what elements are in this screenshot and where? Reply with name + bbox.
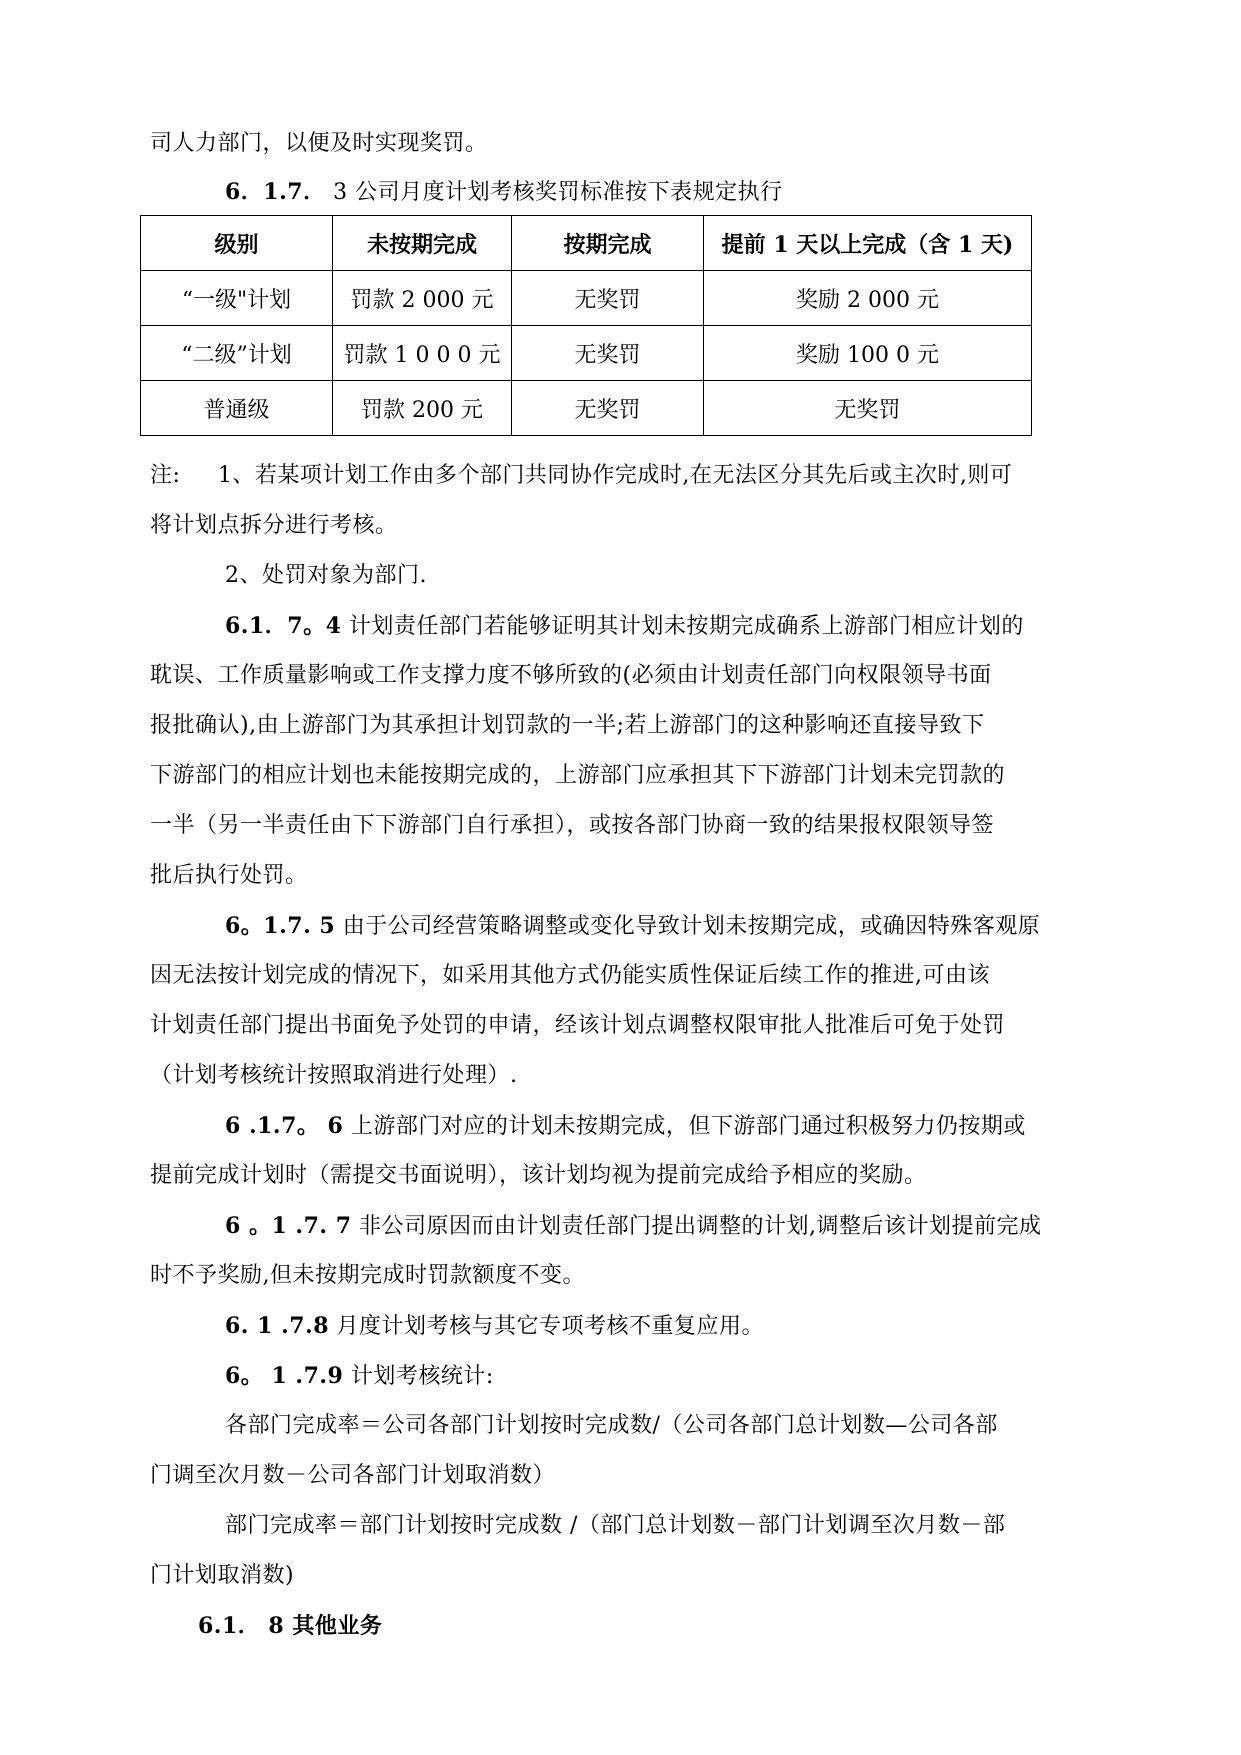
table-header-cell: 未按期完成 [333,216,512,271]
table-cell: 无奖罚 [704,381,1032,436]
table-cell: “一级"计划 [141,271,333,326]
table-cell: 罚款 2 000 元 [333,271,512,326]
section-number: 6．1.7． [225,179,326,205]
table-cell: 无奖罚 [512,326,704,381]
table-row [141,381,1032,436]
paragraph-text: 月度计划考核与其它专项考核不重复应用。 [336,1314,765,1339]
table-cell: 罚款 200 元 [333,381,512,436]
formula-line: 各部门完成率＝公司各部门计划按时完成数/（公司各部门总计划数—公司各部 [225,1413,998,1438]
paragraph-line: 下游部门的相应计划也未能按期完成的，上游部门应承担其下下游部门计划未完罚款的 [150,763,1006,788]
paragraph-line: 耽误、工作质量影响或工作支撑力度不够所致的(必须由计划责任部门向权限领导书面 [150,663,992,688]
paragraph-text: 由于公司经营策略调整或变化导致计划未按期完成，或确因特殊客观原 [342,914,1041,939]
table-header-cell: 按期完成 [512,216,704,271]
paragraph-line: 一半（另一半责任由下下游部门自行承担），或按各部门协商一致的结果报权限领导签 [150,813,995,838]
paragraph-line: （计划考核统计按照取消进行处理）. [150,1063,518,1088]
table-cell: 无奖罚 [512,381,704,436]
paragraph-line: 因无法按计划完成的情况下，如采用其他方式仍能实质性保证后续工作的推进,可由该 [150,963,990,988]
paragraph-text: 上游部门对应的计划未按期完成，但下游部门通过积极努力仍按期或 [350,1114,1026,1139]
note-line: 2、处罚对象为部门. [225,563,427,588]
formula-line: 门计划取消数) [150,1563,295,1588]
paragraph-text: 非公司原因而由计划责任部门提出调整的计划,调整后该计划提前完成 [359,1214,1042,1239]
paragraph-line: 报批确认),由上游部门为其承担计划罚款的一半;若上游部门的这种影响还直接导致下 [150,713,985,738]
formula-line: 部门完成率＝部门计划按时完成数 /（部门总计划数－部门计划调至次月数－部 [225,1513,1006,1538]
section-number: 6 .1.7。 6 [225,1113,344,1139]
table-cell: “二级”计划 [141,326,333,381]
section-heading: 6.1． 8 其他业务 [198,1613,383,1639]
table-cell: 普通级 [141,381,333,436]
paragraph-line [225,1311,764,1342]
paragraph-line: 提前完成计划时（需提交书面说明），该计划均视为提前完成给予相应的奖励。 [150,1163,927,1188]
table-cell: 奖励 100 0 元 [704,326,1032,381]
paragraph-line [225,1111,1026,1142]
section-line-6-1-7-3 [225,177,783,208]
section-number: 6.1．7。4 [225,613,342,639]
paragraph-line: 时不予奖励,但未按期完成时罚款额度不变。 [150,1263,585,1288]
table-cell: 奖励 2 000 元 [704,271,1032,326]
paragraph-line: 批后执行处罚。 [150,863,308,888]
paragraph-text: 计划责任部门若能够证明其计划未按期完成确系上游部门相应计划的 [348,614,1024,639]
section-number: 6 。1 .7. 7 [225,1213,352,1239]
section-number: 6。 1 .7.9 [225,1363,344,1389]
paragraph-line: 计划责任部门提出书面免予处罚的申请，经该计划点调整权限审批人批准后可免于处罚 [150,1013,1006,1038]
paragraph-text: 计划考核统计: [350,1364,494,1389]
paragraph-line [225,611,1024,642]
section-number: 6. 1 .7.8 [225,1313,330,1339]
table-header-cell: 提前 1 天以上完成（含 1 天) [704,216,1032,271]
paragraph-line [225,1211,1042,1242]
formula-line: 门调至次月数－公司各部门计划取消数） [150,1463,556,1488]
table-header-row [141,216,1032,271]
paragraph-line [225,1361,494,1392]
section-text: 3 公司月度计划考核奖罚标准按下表规定执行 [333,180,783,205]
section-number: 6。1.7. 5 [225,913,336,939]
table-cell: 罚款 1 0 0 0 元 [333,326,512,381]
note-line: 将计划点拆分进行考核。 [150,513,398,538]
note-line: 注: 1、若某项计划工作由多个部门共同协作完成时,在无法区分其先后或主次时,则可 [150,463,1013,488]
table-row [141,271,1032,326]
table-header-cell: 级别 [141,216,333,271]
table-cell: 无奖罚 [512,271,704,326]
paragraph-line [225,911,1040,942]
reward-penalty-table [140,215,1032,436]
table-row [141,326,1032,381]
text-line: 司人力部门，以便及时实现奖罚。 [150,131,488,156]
